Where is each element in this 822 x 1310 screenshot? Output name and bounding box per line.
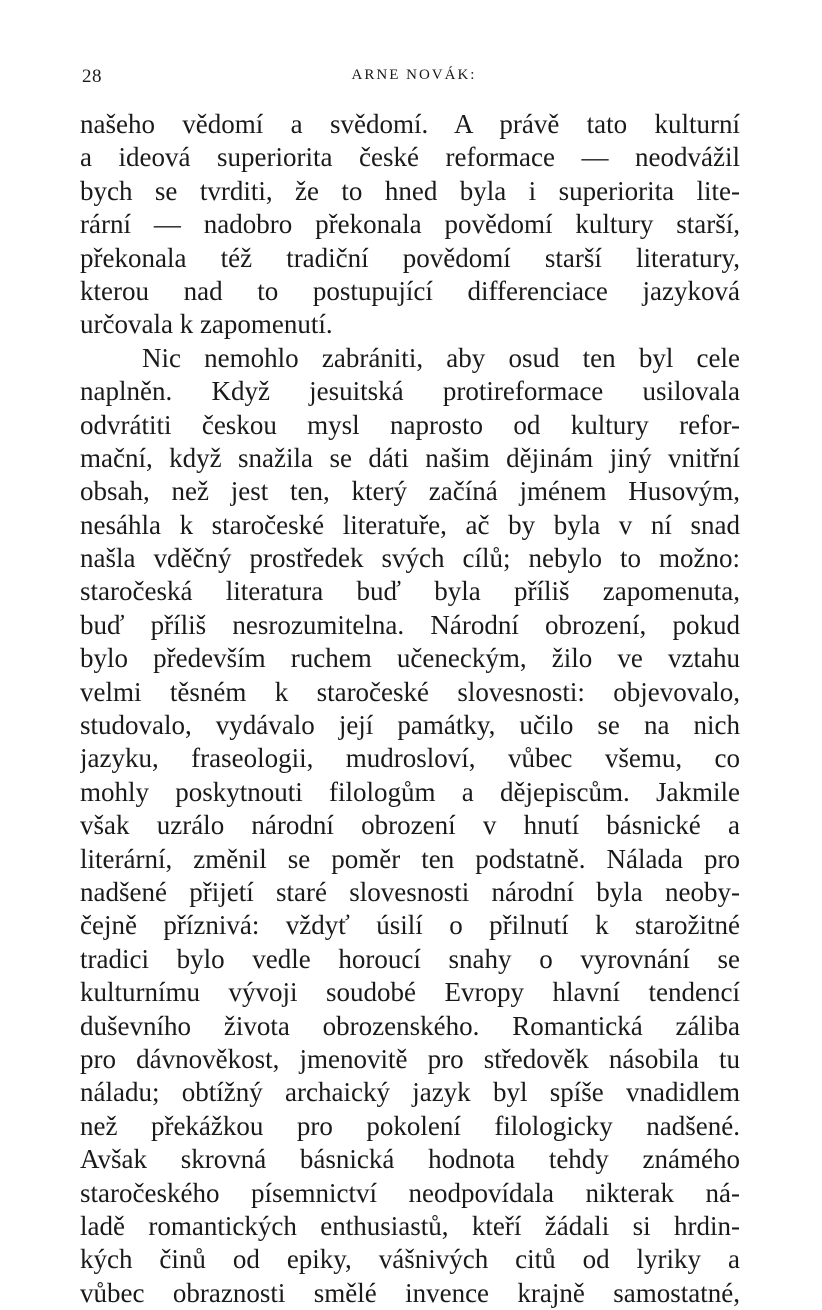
text-line: a ideová superiorita české reformace — neodvážil [80, 142, 740, 173]
text-line: než překážkou pro pokolení filologicky nadšené. [80, 1110, 740, 1141]
text-line: čejně příznivá: vždyť úsilí o přilnutí k starožitné [80, 910, 740, 941]
text-line: kých činů od epiky, vášnivých citů od lyriky a [80, 1244, 740, 1275]
text-line: kulturnímu vývoji soudobé Evropy hlavní tendencí [80, 977, 740, 1008]
text-line: určovala k zapomenutí. [80, 309, 333, 340]
text-line: vůbec obraznosti smělé invence krajně samostatné, [80, 1277, 740, 1308]
text-line: překonala též tradiční povědomí starší literatury, [80, 242, 740, 273]
text-line: tradici bylo vedle horoucí snahy o vyrovnání se [80, 943, 740, 974]
text-line: staročeského písemnictví neodpovídala nikterak ná- [80, 1177, 740, 1208]
paragraph-first-line: Nic nemohlo zabrániti, aby osud ten byl cele [142, 342, 740, 373]
text-line: obsah, než jest ten, který začíná jménem Husovým, [80, 476, 740, 507]
text-line: kterou nad to postupující differenciace jazyková [80, 275, 740, 306]
text-line: naplněn. Když jesuitská protireformace usilovala [80, 376, 740, 407]
text-line: bych se tvrditi, že to hned byla i superiorita lite- [80, 175, 740, 206]
text-line: pro dávnověkost, jmenovitě pro středověk násobila tu [80, 1043, 740, 1074]
text-line: studovalo, vydávalo její památky, učilo se na nich [80, 710, 740, 741]
body-text [80, 108, 740, 1310]
text-line: našeho vědomí a svědomí. A právě tato kulturní [80, 109, 740, 139]
running-title: ARNE NOVÁK: [351, 67, 477, 83]
text-line: jazyku, fraseologii, mudrosloví, vůbec všemu, co [80, 743, 740, 774]
text-line: však uzrálo národní obrození v hnutí básnické a [80, 810, 740, 841]
text-line: bylo především ruchem učeneckým, žilo ve vztahu [80, 643, 740, 674]
text-line: našla vděčný prostředek svých cílů; nebylo to možno: [80, 543, 740, 574]
text-line: nadšené přijetí staré slovesnosti národní byla neoby- [80, 876, 740, 907]
text-line: velmi těsném k staročeské slovesnosti: objevovalo, [80, 676, 740, 707]
text-line: rární — nadobro překonala povědomí kultury starší, [80, 209, 740, 240]
text-line: duševního života obrozenského. Romantická záliba [80, 1010, 740, 1041]
text-line: mohly poskytnouti filologům a dějepiscům. Jakmile [80, 776, 740, 807]
page-number: 28 [82, 66, 102, 87]
text-line: literární, změnil se poměr ten podstatně. Nálada pro [80, 843, 740, 874]
text-line: odvrátiti českou mysl naprosto od kultury refor- [80, 409, 740, 440]
text-line: nesáhla k staročeské literatuře, ač by byla v ní snad [80, 509, 740, 540]
text-line: Avšak skrovná básnická hodnota tehdy známého [80, 1144, 740, 1175]
text-line: mační, když snažila se dáti našim dějinám jiný vnitřní [80, 442, 740, 473]
text-line: buď příliš nesrozumitelna. Národní obrození, pokud [80, 609, 740, 640]
text-line: ladě romantických enthusiastů, kteří žádali si hrdin- [80, 1210, 740, 1241]
running-head [82, 66, 746, 90]
text-line: náladu; obtížný archaický jazyk byl spíše vnadidlem [80, 1077, 740, 1108]
text-line: staročeská literatura buď byla příliš zapomenuta, [80, 576, 740, 607]
